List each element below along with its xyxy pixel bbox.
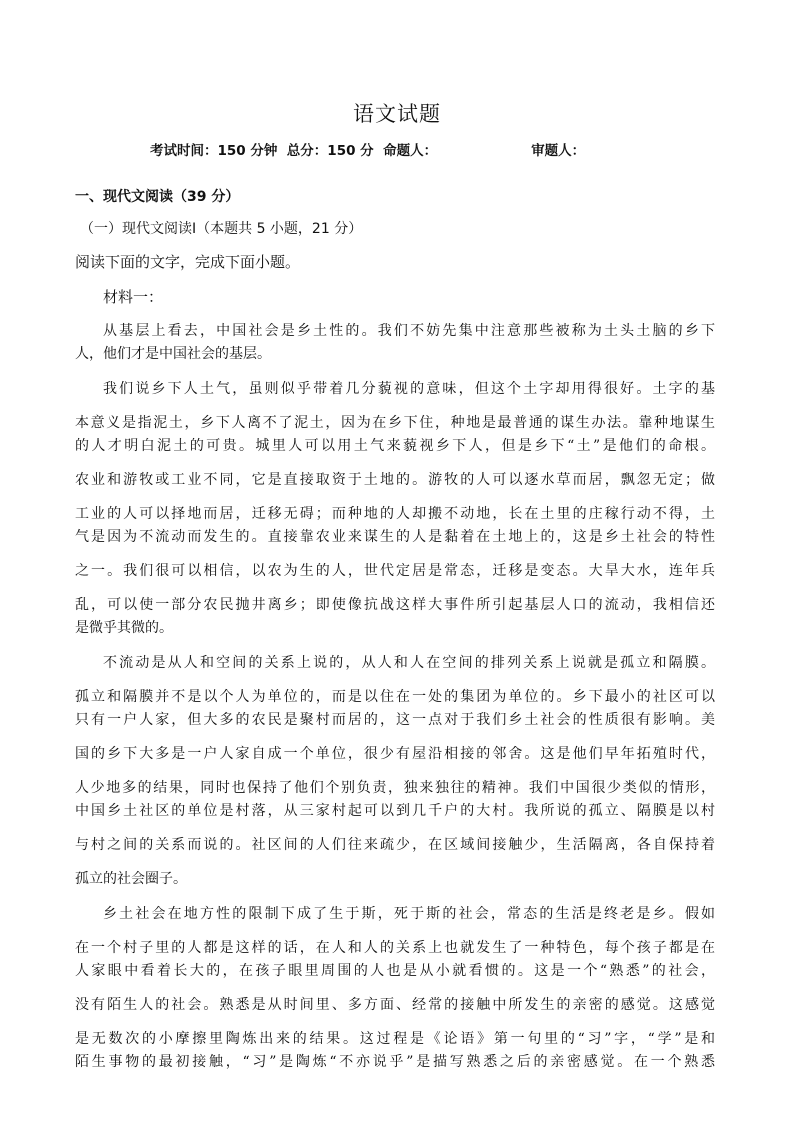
text-line: 不流动是从人和空间的关系上说的，从人和人在空间的排列关系上说就是孤立和隔膜。: [103, 655, 715, 671]
total-score: 总分：150 分: [286, 143, 374, 159]
reviewer-label: 审题人：: [531, 143, 586, 159]
text-line: 的人才明白泥土的可贵。城里人可以用土气来藐视乡下人，但是乡下“土”是他们的命根。: [75, 438, 715, 454]
text-line: 从基层上看去，中国社会是乡土性的。我们不妨先集中注意那些被称为土头土脑的乡下: [103, 323, 715, 339]
author-label: 命题人：: [383, 143, 438, 159]
text-line: 只有一户人家，但大多的农民是聚村而居的，这一点对于我们乡土社会的性质很有影响。美: [75, 712, 715, 728]
material-label: 材料一：: [103, 288, 164, 306]
text-line: 气是因为不流动而发生的。直接靠农业来谋生的人是黏着在土地上的，这是乡土社会的特性: [75, 529, 715, 545]
section-heading: 一、现代文阅读（39 分）: [75, 189, 240, 205]
exam-meta: [150, 139, 585, 159]
text-line: 乱，可以使一部分农民抛井离乡；即使像抗战这样大事件所引起基层人口的流动，我相信还: [75, 597, 715, 613]
text-line: 人少地多的结果，同时也保持了他们个别负责，独来独往的精神。我们中国很少类似的情形，: [75, 780, 715, 796]
text-line: 是无数次的小摩擦里陶炼出来的结果。这过程是《论语》第一句里的“习”字，“学”是和: [75, 1031, 715, 1047]
text-line: 没有陌生人的社会。熟悉是从时间里、多方面、经常的接触中所发生的亲密的感觉。这感觉: [75, 997, 715, 1013]
text-line: 我们说乡下人土气，虽则似乎带着几分藐视的意味，但这个土字却用得很好。土字的基: [103, 381, 715, 397]
text-line: 人，他们才是中国社会的基层。: [75, 346, 271, 362]
text-line: 孤立和隔膜并不是以个人为单位的，而是以住在一处的集团为单位的。乡下最小的社区可以: [75, 689, 715, 705]
text-line: 乡土社会在地方性的限制下成了生于斯，死于斯的社会，常态的生活是终老是乡。假如: [103, 906, 715, 922]
subsection-heading: （一）现代文阅读Ⅰ（本题共 5 小题，21 分）: [80, 221, 363, 237]
text-line: 国的乡下大多是一户人家自成一个单位，很少有屋沿相接的邻舍。这是他们早年拓殖时代，: [75, 746, 715, 762]
exam-time: 考试时间：150 分钟: [150, 143, 278, 159]
text-line: 在一个村子里的人都是这样的话，在人和人的关系上也就发生了一种特色，每个孩子都是在: [75, 940, 715, 956]
text-line: 是微乎其微的。: [75, 620, 173, 636]
instruction-text: 阅读下面的文字，完成下面小题。: [75, 253, 301, 271]
text-line: 工业的人可以择地而居，迁移无碍；而种地的人却搬不动地，长在土里的庄稼行动不得，土: [75, 506, 715, 522]
text-line: 陌生事物的最初接触，“习”是陶炼“不亦说乎”是描写熟悉之后的亲密感觉。在一个熟悉: [75, 1054, 715, 1070]
text-line: 农业和游牧或工业不同，它是直接取资于土地的。游牧的人可以逐水草而居，飘忽无定；做: [75, 472, 715, 488]
text-line: 本意义是指泥土，乡下人离不了泥土，因为在乡下住，种地是最普通的谋生办法。靠种地谋生: [75, 415, 715, 431]
text-line: 人家眼中看着长大的，在孩子眼里周围的人也是从小就看惯的。这是一个“熟悉”的社会，: [75, 963, 715, 979]
text-line: 中国乡土社区的单位是村落，从三家村起可以到几千户的大村。我所说的孤立、隔膜是以村: [75, 803, 715, 819]
page-title: 语文试题: [353, 102, 441, 126]
text-line: 之一。我们很可以相信，以农为生的人，世代定居是常态，迁移是变态。大旱大水，连年兵: [75, 563, 715, 579]
text-line: 与村之间的关系而说的。社区间的人们往来疏少，在区域间接触少，生活隔离，各自保持着: [75, 837, 715, 853]
text-line: 孤立的社会圈子。: [75, 871, 187, 887]
